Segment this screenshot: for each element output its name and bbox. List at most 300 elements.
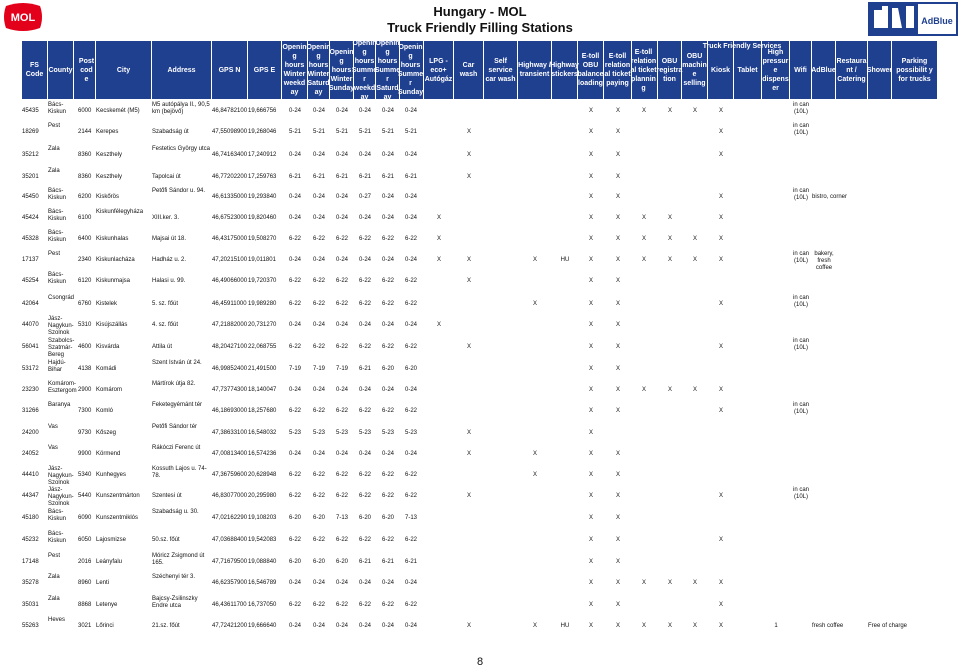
table-cell: in can (10L) (792, 188, 809, 201)
table-cell: 46,45911000 (212, 301, 247, 307)
header-cell: County (48, 41, 74, 99)
table-cell: 6-22 (312, 236, 325, 242)
table-cell: 5-23 (335, 430, 348, 436)
table-cell: X (667, 387, 672, 393)
table-cell: 6-22 (335, 537, 348, 543)
table-cell: 0-24 (381, 215, 394, 221)
table-cell: Körmend (96, 451, 121, 457)
header-cell: Openin g hours Summe r weekd ay (351, 39, 378, 101)
table-cell: X (615, 451, 620, 457)
table-cell: 46,99852400 (212, 366, 248, 372)
table-cell: 0-24 (404, 451, 417, 457)
table-cell: Kiskunlacháza (96, 257, 135, 263)
table-cell: 35031 (22, 602, 39, 608)
table-cell: 0-24 (288, 322, 301, 328)
table-cell: Kunhegyes (96, 472, 127, 478)
table-cell: 0-24 (288, 194, 301, 200)
table-cell: 0-24 (381, 322, 394, 328)
table-cell: Majsai út 18. (152, 236, 187, 242)
table-cell: Szent István út 24. (152, 360, 202, 366)
table-cell: 8360 (78, 174, 92, 180)
table-cell: 0-24 (288, 257, 301, 263)
table-cell: Pest (48, 553, 61, 559)
table-cell: 0-24 (335, 108, 348, 114)
table-cell: 6-20 (288, 515, 301, 521)
table-cell: X (588, 278, 593, 284)
table-cell: 6-22 (358, 278, 371, 284)
table-cell: 46,84782100 (212, 108, 248, 114)
table-cell: 6-22 (288, 301, 301, 307)
table-cell: 6-22 (288, 408, 301, 414)
table-row (22, 253, 938, 273)
page-subtitle: Truck Friendly Filling Stations (387, 20, 573, 35)
table-cell: X (615, 472, 620, 478)
table-cell: X (692, 623, 697, 629)
table-cell: 46,43611700 (212, 602, 247, 608)
table-cell: Kőszeg (96, 430, 117, 436)
header-cell: Post cod e (78, 41, 96, 99)
table-cell: 6-20 (312, 515, 325, 521)
table-cell: 6-21 (381, 174, 394, 180)
table-cell: X (588, 322, 593, 328)
table-cell: Lőrinci (96, 623, 114, 629)
table-row (22, 383, 938, 403)
table-cell: 6050 (78, 537, 92, 543)
table-cell: 0-24 (358, 387, 371, 393)
table-row (22, 125, 938, 145)
header-cell: Car wash (454, 41, 484, 99)
table-cell: Zala (48, 596, 60, 602)
table-cell: 19,268046 (248, 129, 277, 135)
table-cell: 16,548032 (248, 430, 277, 436)
header-cell: Parking possibilit y for trucks (892, 41, 938, 99)
table-cell: Zala (48, 146, 60, 152)
table-cell: 0-24 (288, 580, 301, 586)
header-cell: High pressur e dispens er (762, 41, 790, 99)
table-cell: 6-22 (381, 537, 394, 543)
table-cell: 0-24 (312, 580, 325, 586)
table-cell: 44070 (22, 322, 39, 328)
table-cell: X (466, 152, 471, 158)
header-cell: Tablet (734, 41, 762, 99)
table-cell: 47,00813400 (212, 451, 248, 457)
table-cell: 9730 (78, 430, 92, 436)
table-cell: 6-22 (358, 537, 371, 543)
table-cell: 47,73774300 (212, 387, 248, 393)
header-cell: E-toll relation al ticket paying (604, 41, 632, 99)
table-cell: 46,77202200 (212, 174, 248, 180)
table-cell: 6-22 (381, 236, 394, 242)
table-cell: Szabolcs-Szatmár-Bereg (48, 338, 75, 358)
table-cell: 46,83077000 (212, 493, 248, 499)
table-row (22, 533, 938, 553)
table-cell: X (588, 215, 593, 221)
table-cell: 6-22 (381, 301, 394, 307)
table-cell: 44347 (22, 493, 39, 499)
table-cell: 0-24 (335, 152, 348, 158)
table-cell: 0-24 (288, 623, 301, 629)
table-cell: 6-22 (312, 537, 325, 543)
table-cell: X (466, 257, 471, 263)
header-cell: Openin g hours Winter weekd ay (282, 41, 308, 99)
table-cell: Csongrád (48, 295, 75, 301)
table-cell: 0-24 (358, 215, 371, 221)
table-cell: 6760 (78, 301, 92, 307)
table-cell: X (718, 493, 723, 499)
table-cell: 6090 (78, 515, 92, 521)
table-cell: 5-21 (335, 129, 348, 135)
table-cell: 0-24 (381, 257, 394, 263)
table-cell: 6-22 (381, 344, 394, 350)
header-cell: LPG - eco+ Autógáz (424, 41, 454, 99)
table-cell: 6-20 (358, 515, 371, 521)
table-cell: in can (10L) (792, 402, 809, 415)
table-cell: 6-22 (358, 408, 371, 414)
table-cell: 16,737050 (248, 602, 277, 608)
table-cell: X (588, 344, 593, 350)
table-cell: 6400 (78, 236, 92, 242)
table-cell: 6100 (78, 215, 92, 221)
table-cell: 6-22 (312, 493, 325, 499)
table-cell: 5-23 (358, 430, 371, 436)
table-cell: Rákóczi Ferenc út (152, 445, 201, 451)
table-cell: 6-22 (358, 236, 371, 242)
table-cell: X (667, 215, 672, 221)
table-cell: 47,03688400 (212, 537, 248, 543)
table-cell: X (718, 215, 723, 221)
table-cell: 47,20215100 (212, 257, 248, 263)
table-cell: 6000 (78, 108, 92, 114)
header-cell: E-toll relation al ticket plannin g (630, 41, 658, 99)
header-cell: OBU machin e selling (682, 41, 708, 99)
table-cell: 6-21 (335, 174, 348, 180)
table-cell: X (718, 108, 723, 114)
table-cell: X (718, 602, 723, 608)
table-cell: X (641, 580, 646, 586)
table-cell: 6-22 (312, 408, 325, 414)
table-cell: 0-24 (358, 257, 371, 263)
table-cell: X (641, 236, 646, 242)
table-cell: 6-22 (404, 408, 417, 414)
table-cell: Feketegyémánt tér (152, 402, 203, 408)
table-cell: X (718, 580, 723, 586)
table-cell: X (615, 493, 620, 499)
header-cell: E-toll OBU balance loading (578, 41, 604, 99)
table-cell: Jász-Nagykun-Szolnok (48, 487, 74, 507)
table-cell: Szentesi út (152, 493, 182, 499)
table-cell: X (588, 493, 593, 499)
table-cell: Komló (96, 408, 114, 414)
table-cell: 7-19 (335, 366, 348, 372)
table-cell: 0-24 (335, 580, 348, 586)
table-cell: 19,720370 (248, 278, 277, 284)
table-cell: 19,989280 (248, 301, 277, 307)
table-cell: X (588, 236, 593, 242)
table-cell: 6-22 (335, 602, 348, 608)
table-cell: 17148 (22, 559, 39, 565)
header-cell: GPS N (212, 41, 248, 99)
table-cell: X (532, 472, 537, 478)
table-cell: 6-22 (381, 472, 394, 478)
table-cell: 2340 (78, 257, 92, 263)
table-row (22, 511, 938, 531)
svg-text:AdBlue: AdBlue (921, 16, 953, 26)
table-cell: X (466, 451, 471, 457)
table-cell: 0-24 (404, 108, 417, 114)
table-cell: X (615, 108, 620, 114)
table-row (22, 340, 938, 360)
table-cell: 6-22 (358, 493, 371, 499)
header-cell: Openin g hours Summe r Saturd ay (374, 39, 401, 101)
table-cell: 6-22 (335, 344, 348, 350)
table-cell: Kunszentmiklós (96, 515, 139, 521)
table-cell: 19,088840 (248, 559, 277, 565)
table-cell: X (718, 408, 723, 414)
table-cell: X (615, 194, 620, 200)
table-cell: X (718, 152, 723, 158)
header-cell: Self service car wash (484, 41, 518, 99)
table-cell: in can (10L) (792, 487, 809, 500)
table-cell: 4. sz. főút (152, 322, 179, 328)
table-cell: X (466, 344, 471, 350)
table-cell: X (615, 344, 620, 350)
table-cell: 0-24 (404, 322, 417, 328)
table-cell: 6-22 (404, 537, 417, 543)
table-cell: Széchenyi tér 3. (152, 574, 196, 580)
table-cell: 0-24 (288, 152, 301, 158)
table-cell: 47,72421200 (212, 623, 248, 629)
table-cell: 5-21 (358, 129, 371, 135)
table-cell: 5-21 (381, 129, 394, 135)
table-cell: 46,61335000 (212, 194, 248, 200)
table-cell: 19,666756 (248, 108, 277, 114)
table-cell: 6-21 (404, 174, 417, 180)
table-cell: Free of charge (868, 623, 908, 629)
table-cell: X (615, 152, 620, 158)
table-cell: 6-20 (288, 559, 301, 565)
table-cell: 45435 (22, 108, 39, 114)
table-cell: Heves (48, 617, 66, 623)
table-cell: 19,293840 (248, 194, 277, 200)
header-cell: Openin g hours Summe r Sunday (398, 41, 424, 99)
table-cell: X (667, 580, 672, 586)
table-cell: X (436, 257, 441, 263)
table-cell: 6120 (78, 278, 92, 284)
table-cell: in can (10L) (792, 123, 809, 136)
table-cell: X (615, 366, 620, 372)
table-cell: 5-23 (381, 430, 394, 436)
table-cell: 31266 (22, 408, 39, 414)
table-cell: X (532, 451, 537, 457)
table-cell: Letenye (96, 602, 118, 608)
table-cell: 0-24 (404, 387, 417, 393)
table-cell: Baranya (48, 402, 71, 408)
table-cell: 6-22 (288, 278, 301, 284)
table-cell: X (466, 174, 471, 180)
table-cell: X (588, 515, 593, 521)
table-cell: 47,38633100 (212, 430, 248, 436)
table-cell: 16,546789 (248, 580, 277, 586)
table-cell: X (615, 174, 620, 180)
table-cell: 0-24 (312, 152, 325, 158)
table-cell: 0-24 (381, 108, 394, 114)
header-cell: Shower (868, 41, 892, 99)
table-cell: X (588, 108, 593, 114)
table-cell: 0-24 (381, 623, 394, 629)
table-cell: 0-24 (288, 451, 301, 457)
table-cell: 45328 (22, 236, 39, 242)
table-cell: Mártírok útja 82. (152, 381, 196, 387)
table-cell: 8960 (78, 580, 92, 586)
table-cell: 6200 (78, 194, 92, 200)
table-cell: X (436, 215, 441, 221)
table-cell: 46,49066000 (212, 278, 248, 284)
table-cell: 6-22 (358, 602, 371, 608)
table-cell: X (588, 366, 593, 372)
table-cell: 5-23 (404, 430, 417, 436)
table-cell: 0-24 (358, 451, 371, 457)
table-cell: Pest (48, 123, 61, 129)
table-cell: HU (560, 257, 570, 263)
table-cell: X (588, 174, 593, 180)
table-cell: 45450 (22, 194, 39, 200)
table-cell: 6-22 (288, 344, 301, 350)
table-cell: X (615, 580, 620, 586)
table-cell: Lenti (96, 580, 110, 586)
table-cell: X (718, 236, 723, 242)
table-cell: X (466, 623, 471, 629)
header-cell: City (96, 41, 152, 99)
table-cell: XIII.ker. 3. (152, 215, 180, 221)
table-cell: 6-22 (335, 278, 348, 284)
table-cell: Zala (48, 574, 60, 580)
table-cell: X (588, 152, 593, 158)
table-cell: X (588, 580, 593, 586)
table-cell: 0-24 (381, 152, 394, 158)
table-cell: 0-24 (404, 152, 417, 158)
table-cell: X (692, 108, 697, 114)
table-cell: 6-21 (312, 174, 325, 180)
table-cell: Bács-Kiskun (48, 102, 67, 115)
table-cell: X (588, 257, 593, 263)
table-cell: X (667, 257, 672, 263)
table-cell: X (718, 387, 723, 393)
table-cell: 6-22 (335, 236, 348, 242)
table-cell: X (615, 559, 620, 565)
header-cell: FS Code (22, 41, 48, 99)
table-cell: 0-24 (381, 194, 394, 200)
table-cell: X (466, 493, 471, 499)
page-title: Hungary - MOL (433, 4, 527, 19)
table-cell: 6-20 (381, 366, 394, 372)
table-cell: 6-22 (358, 344, 371, 350)
table-cell: Bács-Kiskun (48, 509, 67, 522)
table-cell: X (667, 236, 672, 242)
table-cell: Pest (48, 251, 61, 257)
table-cell: X (718, 301, 723, 307)
table-cell: 5-21 (288, 129, 301, 135)
table-cell: 24052 (22, 451, 39, 457)
table-cell: 18,257680 (248, 408, 277, 414)
table-cell: 46,43175000 (212, 236, 248, 242)
table-cell: 5310 (78, 322, 92, 328)
table-cell: 0-24 (312, 257, 325, 263)
table-cell: 4600 (78, 344, 92, 350)
table-row (22, 468, 938, 488)
table-cell: 19,108203 (248, 515, 277, 521)
table-cell: 46,18693000 (212, 408, 248, 414)
table-cell: 6-22 (312, 344, 325, 350)
table-cell: 6-20 (404, 366, 417, 372)
table-row (22, 211, 938, 231)
table-cell: X (692, 257, 697, 263)
table-cell: X (718, 537, 723, 543)
table-cell: X (588, 472, 593, 478)
table-cell: X (615, 322, 620, 328)
table-cell: 6-21 (381, 559, 394, 565)
table-cell: 6-22 (381, 602, 394, 608)
table-cell: 47,71679500 (212, 559, 248, 565)
table-cell: 0-24 (335, 194, 348, 200)
table-row (22, 489, 938, 509)
table-cell: X (641, 623, 646, 629)
table-cell: 6-22 (288, 537, 301, 543)
table-cell: 2144 (78, 129, 92, 135)
table-cell: 44410 (22, 472, 39, 478)
table-cell: X (588, 451, 593, 457)
table-cell: X (466, 430, 471, 436)
table-cell: 5-23 (288, 430, 301, 436)
table-cell: 8868 (78, 602, 92, 608)
table-cell: 0-24 (288, 215, 301, 221)
table-cell: 7-19 (288, 366, 301, 372)
table-row (22, 576, 938, 596)
table-cell: Kisvárda (96, 344, 120, 350)
table-cell: 0-24 (312, 623, 325, 629)
table-cell: 56041 (22, 344, 39, 350)
table-cell: 6-22 (404, 301, 417, 307)
table-cell: 0-24 (381, 387, 394, 393)
table-cell: X (641, 257, 646, 263)
table-cell: X (532, 257, 537, 263)
table-cell: 47,55098900 (212, 129, 248, 135)
table-cell: 45232 (22, 537, 39, 543)
table-cell: Komárom-Esztergom (48, 381, 77, 394)
table-cell: 45180 (22, 515, 39, 521)
table-cell: X (615, 602, 620, 608)
svg-text:MOL: MOL (10, 12, 36, 24)
table-row (22, 148, 938, 168)
table-cell: Kerepes (96, 129, 119, 135)
table-row (22, 404, 938, 424)
table-cell: 45254 (22, 278, 39, 284)
table-cell: 0-24 (288, 108, 301, 114)
table-cell: Jász-Nagykun-Szolnok (48, 316, 74, 336)
table-cell: 42064 (22, 301, 39, 307)
table-cell: 6-22 (288, 236, 301, 242)
table-cell: 35212 (22, 152, 39, 158)
table-cell: 18,140047 (248, 387, 277, 393)
table-cell: Lajosmizse (96, 537, 127, 543)
table-cell: bakery, fresh coffee (814, 251, 834, 271)
table-cell: 5-23 (312, 430, 325, 436)
header-cell: Highway / transient (518, 41, 552, 99)
table-cell: 6-22 (381, 408, 394, 414)
table-cell: 6-22 (404, 278, 417, 284)
table-cell: X (588, 602, 593, 608)
table-header (22, 41, 938, 99)
table-cell: 0-24 (312, 451, 325, 457)
